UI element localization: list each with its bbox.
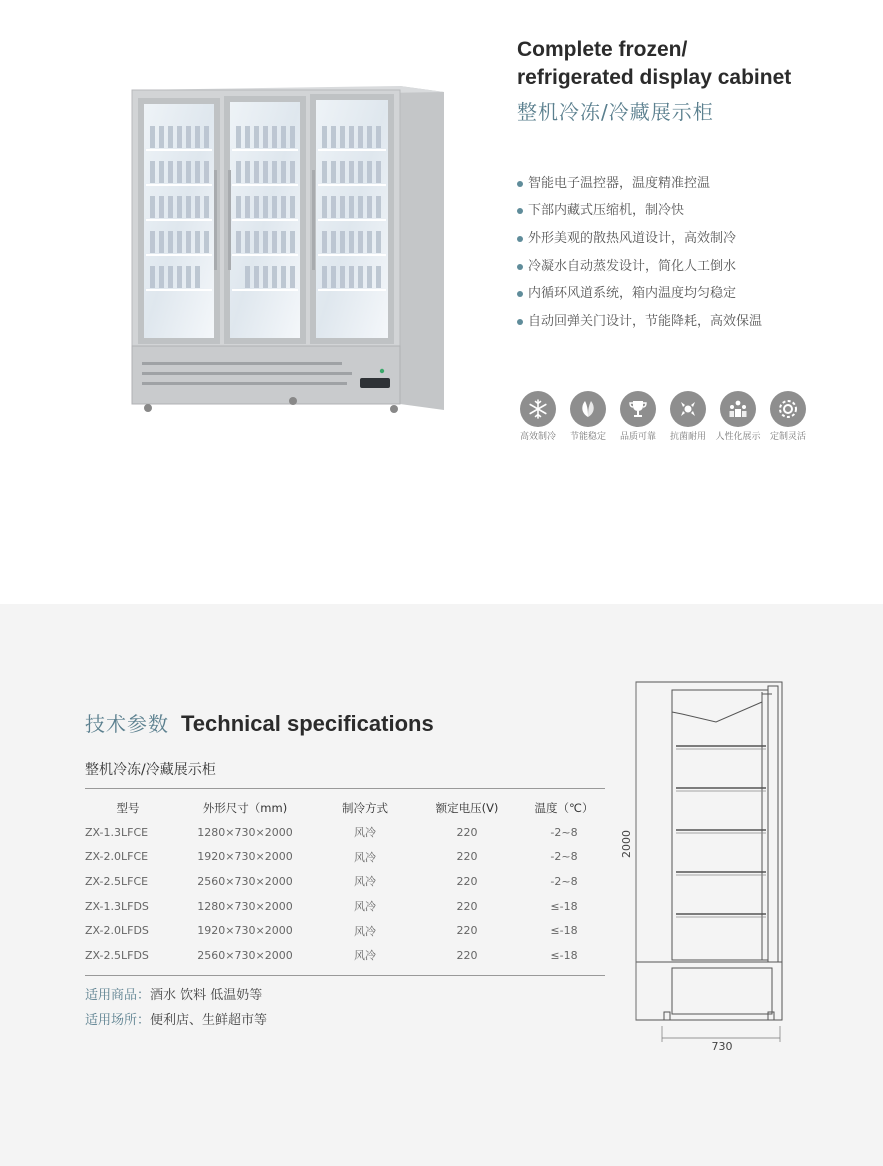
gear-icon (770, 391, 806, 427)
usage-places (85, 1008, 267, 1033)
table-row (85, 869, 605, 894)
table-header-row (85, 796, 605, 820)
snowflake-icon (520, 391, 556, 427)
cell-cooling: 风冷 (354, 949, 376, 963)
cell-model: ZX-2.5LFCE (85, 874, 149, 888)
usage-places-label: 适用场所： (85, 1013, 151, 1028)
cell-temperature: -2~8 (550, 825, 578, 839)
bullet-icon (517, 291, 523, 297)
column-header: 制冷方式 (342, 801, 388, 815)
cell-voltage: 220 (456, 850, 478, 864)
specs-heading-en: Technical specifications (181, 711, 434, 736)
cell-voltage: 220 (456, 924, 478, 938)
product-title-cn: 整机冷冻/冷藏展示柜 (517, 100, 714, 124)
usage-goods (85, 983, 267, 1008)
feature-text: 下部内藏式压缩机，制冷快 (528, 203, 685, 219)
feature-text: 智能电子温控器，温度精准控温 (528, 175, 711, 191)
cell-model: ZX-1.3LFCE (85, 825, 149, 839)
badge-reliable-quality (613, 391, 663, 451)
feature-item (517, 198, 762, 226)
cell-dimensions: 2560×730×2000 (197, 948, 293, 962)
depth-dimension-label: 730 (711, 1040, 733, 1053)
specs-heading-cn: 技术参数 (85, 712, 169, 736)
badge-label: 抗菌耐用 (669, 432, 706, 442)
badge-label: 品质可靠 (619, 432, 656, 442)
table-bottom-divider (85, 975, 605, 976)
cell-dimensions: 1920×730×2000 (197, 850, 293, 864)
feature-item (517, 225, 762, 253)
feature-text: 内循环风道系统，箱内温度均匀稳定 (528, 286, 737, 302)
cell-dimensions: 1920×730×2000 (197, 924, 293, 938)
cell-cooling: 风冷 (354, 875, 376, 889)
badge-label: 人性化展示 (715, 432, 761, 442)
product-title-en (517, 36, 857, 92)
badge-user-friendly-display (713, 391, 763, 451)
feature-text: 自动回弹关门设计，节能降耗，高效保温 (528, 313, 763, 329)
cell-model: ZX-1.3LFDS (85, 899, 149, 913)
usage-info (85, 983, 267, 1033)
product-title-en-line2: refrigerated display cabinet (517, 66, 792, 89)
badge-label: 高效制冷 (519, 432, 556, 442)
feature-item (517, 308, 762, 336)
cell-dimensions: 1280×730×2000 (197, 899, 293, 913)
spec-table (85, 796, 605, 968)
specs-heading (85, 710, 434, 740)
cell-dimensions: 2560×730×2000 (197, 874, 293, 888)
side-view-drawing (612, 672, 822, 1062)
people-icon (720, 391, 756, 427)
leaf-icon (570, 391, 606, 427)
cell-model: ZX-2.0LFDS (85, 924, 149, 938)
bullet-icon (517, 208, 523, 214)
cell-voltage: 220 (456, 948, 478, 962)
table-row (85, 918, 605, 943)
height-dimension-label: 2000 (620, 830, 633, 858)
badge-efficient-cooling (513, 391, 563, 451)
table-top-divider (85, 788, 605, 789)
cell-voltage: 220 (456, 825, 478, 839)
cell-temperature: ≤-18 (550, 924, 578, 938)
badge-flexible-customization (763, 391, 813, 451)
cell-temperature: ≤-18 (550, 948, 578, 962)
cell-voltage: 220 (456, 874, 478, 888)
feature-list (517, 170, 762, 336)
cell-cooling: 风冷 (354, 826, 376, 840)
column-header: 额定电压(V) (435, 801, 499, 815)
cell-cooling: 风冷 (354, 850, 376, 864)
trophy-icon (620, 391, 656, 427)
table-row (85, 845, 605, 870)
column-header: 外形尺寸（mm) (202, 801, 288, 815)
table-row (85, 943, 605, 968)
cell-temperature: -2~8 (550, 874, 578, 888)
product-title-en-line1: Complete frozen/ (517, 38, 688, 61)
column-header: 温度（℃） (534, 801, 594, 815)
usage-goods-label: 适用商品： (85, 988, 151, 1003)
bullet-icon (517, 319, 523, 325)
usage-places-value: 便利店、生鲜超市等 (150, 1013, 268, 1028)
bullet-icon (517, 181, 523, 187)
bullet-icon (517, 236, 523, 242)
bullet-icon (517, 264, 523, 270)
table-row (85, 820, 605, 845)
cell-dimensions: 1280×730×2000 (197, 825, 293, 839)
cell-cooling: 风冷 (354, 924, 376, 938)
cell-temperature: ≤-18 (550, 899, 578, 913)
specs-subtitle: 整机冷冻/冷藏展示柜 (85, 762, 216, 778)
cell-cooling: 风冷 (354, 900, 376, 914)
badge-antibacterial (663, 391, 713, 451)
table-row (85, 894, 605, 919)
feature-item (517, 280, 762, 308)
feature-text: 冷凝水自动蒸发设计，简化人工倒水 (528, 258, 737, 274)
cell-temperature: -2~8 (550, 850, 578, 864)
cell-model: ZX-2.5LFDS (85, 948, 149, 962)
badge-label: 定制灵活 (769, 432, 806, 442)
feature-text: 外形美观的散热风道设计，高效制冷 (528, 230, 737, 246)
feature-item (517, 253, 762, 281)
column-header: 型号 (116, 801, 140, 815)
antibacterial-icon (670, 391, 706, 427)
feature-badges (513, 391, 813, 451)
cell-voltage: 220 (456, 899, 478, 913)
cell-model: ZX-2.0LFCE (85, 850, 149, 864)
badge-energy-saving (563, 391, 613, 451)
feature-item (517, 170, 762, 198)
product-image-display-cabinet (128, 80, 448, 415)
badge-label: 节能稳定 (569, 432, 606, 442)
usage-goods-value: 酒水 饮料 低温奶等 (150, 988, 263, 1003)
